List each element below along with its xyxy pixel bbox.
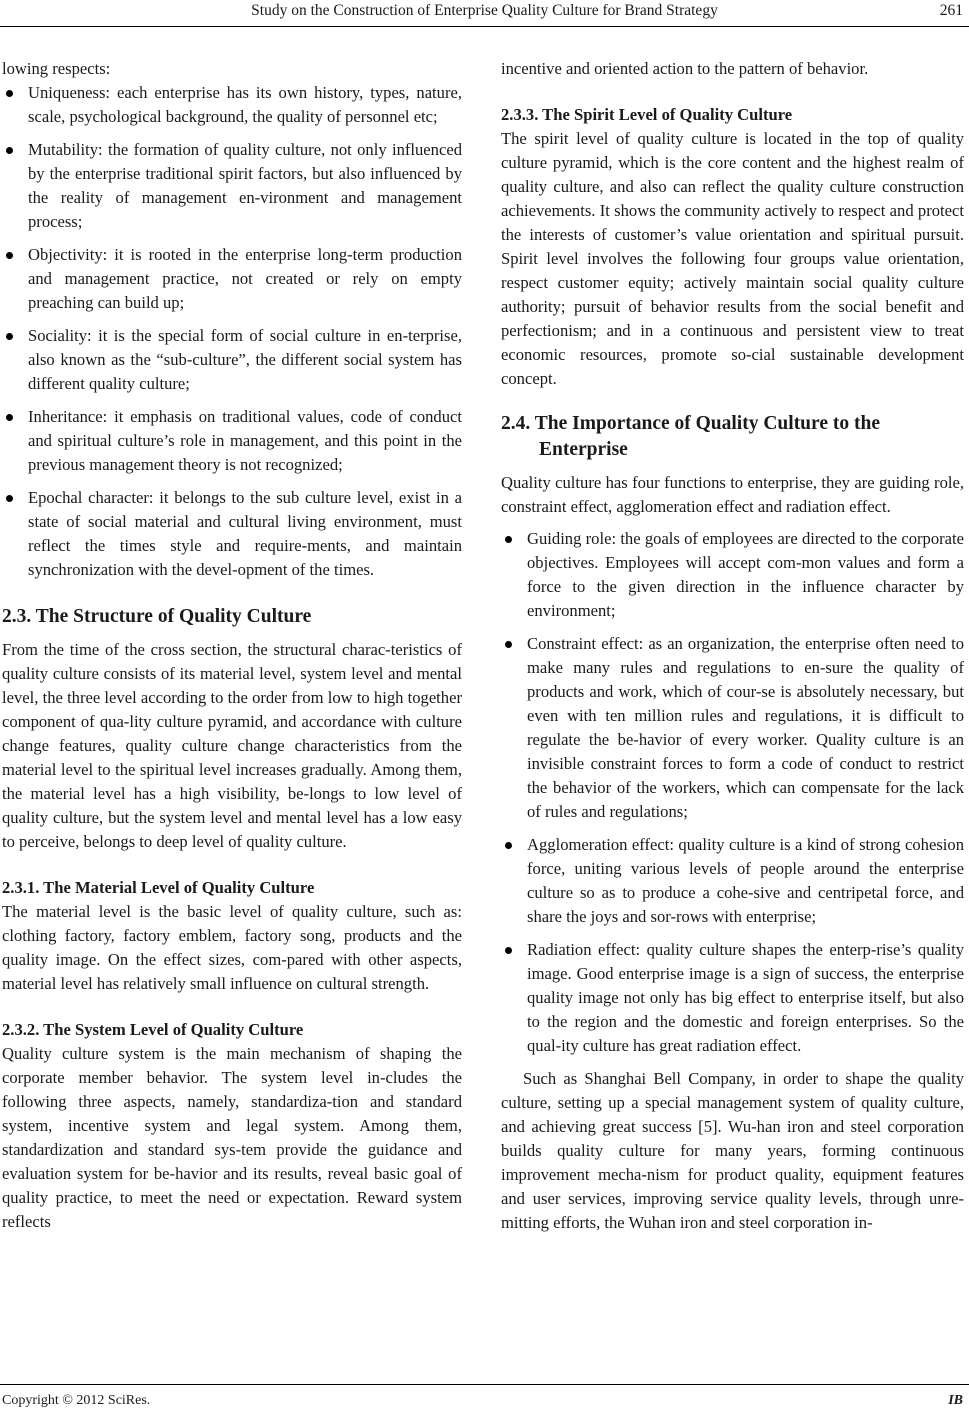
- list-item: Agglomeration effect: quality culture is a kind of strong cohesion force, uniting various levels of people around the enterprise culture so as to produce a cohe-sive and centripetal force, and share the joys and sor-rows with enterprise;: [501, 833, 964, 929]
- list-item: Epochal character: it belongs to the sub culture level, exist in a state of social material and cultural living environment, must reflect the times style and require-ments, and maintain synchronization with the devel-opment of the times.: [2, 486, 462, 582]
- list-item: Objectivity: it is rooted in the enterprise long-term production and management practice, not created or rely on empty preaching can build up;: [2, 243, 462, 315]
- paragraph: Quality culture system is the main mechanism of shaping the corporate member behavior. The system level in-cludes the following three aspects, namely, standardiza-tion and standard system, incentive system and legal system. Among them, standardization and standard sys-tem provide the guidance and evaluation system for be-havior and its results, reveal basic goal of quality practice, to meet the need or expectation. Reward system reflects: [2, 1044, 462, 1231]
- list-item: Sociality: it is the special form of social culture in en-terprise, also known as the “sub-culture”, the different social system has different quality culture;: [2, 324, 462, 396]
- list-item: Mutability: the formation of quality culture, not only influenced by the enterprise traditional spirit factors, but also influenced by the reality of management en-vironment and management process;: [2, 138, 462, 234]
- paragraph: incentive and oriented action to the pattern of behavior.: [501, 59, 869, 78]
- footer-divider: [0, 1384, 969, 1385]
- subsection-heading-2-3-2: 2.3.2. The System Level of Quality Culture: [2, 1020, 304, 1039]
- heading-line: Enterprise: [539, 439, 628, 460]
- left-column: [2, 57, 462, 1234]
- paragraph: Such as Shanghai Bell Company, in order to shape the quality culture, setting up a special management system of quality culture, and achieving great success [5]. Wu-han iron and steel corporation builds quality culture for many years, forming continuous improvement mecha-nism for product quality, equipment features and user services, improving service quality levels, through unre-mitting efforts, the Wuhan iron and steel corporation in-: [501, 1069, 964, 1232]
- journal-abbrev: IB: [948, 1393, 963, 1408]
- paragraph: The material level is the basic level of quality culture, such as: clothing factory, factory emblem, factory song, products and the quality image. On the effect sizes, com-pared with other aspects, material level has relatively small influence on cultural strength.: [2, 902, 462, 993]
- paragraph: Quality culture has four functions to enterprise, they are guiding role, constraint effect, agglomeration effect and radiation effect.: [501, 473, 964, 516]
- subsection-heading-2-3-3: 2.3.3. The Spirit Level of Quality Culture: [501, 105, 793, 124]
- intro-text: lowing respects:: [2, 59, 111, 78]
- section-heading-2-4: [501, 411, 964, 463]
- list-item: Inheritance: it emphasis on traditional values, code of conduct and spiritual culture’s role in management, and this point in the previous management theory is not recognized;: [2, 405, 462, 477]
- page-number: 261: [939, 2, 963, 19]
- function-list: [501, 527, 964, 1058]
- paragraph: The spirit level of quality culture is located in the top of quality culture pyramid, which is the core content and the highest realm of quality culture, and also can reflect the quality culture construction achievements. It shows the community actively to respect and protect the interests of customer’s value orientation and spiritual pursuit. Spirit level involves the following four groups value orientation, respect customer equity; actively maintain social quality culture authority; pursuit of behavior results from the social benefit and perfectionism; and in a continuous and persistent view to treat economic resources, promote so-cial sustainable development concept.: [501, 129, 964, 388]
- paragraph: From the time of the cross section, the structural charac-teristics of quality culture consists of its material level, system level and mental level, the three level according to the order from low to high together component of qua-lity culture pyramid, and accordance with culture change features, quality culture change characteristics from the material level to the spiritual level increases gradually. Among them, the material level has a high visibility, be-longs to low level of quality culture, but the system level and mental level has a low easy to perceive, belongs to deep level of quality culture.: [2, 640, 462, 851]
- copyright-notice: Copyright © 2012 SciRes.: [2, 1393, 151, 1408]
- running-header: [0, 0, 969, 27]
- subsection-heading-2-3-1: 2.3.1. The Material Level of Quality Culture: [2, 878, 315, 897]
- feature-list: [2, 81, 462, 582]
- list-item: Guiding role: the goals of employees are directed to the corporate objectives. Employees will accept com-mon values and form a force to the given direction in the influence character by environment;: [501, 527, 964, 623]
- heading-line: 2.4. The Importance of Quality Culture to the: [501, 413, 880, 434]
- list-item: Uniqueness: each enterprise has its own history, types, nature, scale, psychological background, the quality of personnel etc;: [2, 81, 462, 129]
- section-heading-2-3: 2.3. The Structure of Quality Culture: [2, 606, 312, 627]
- right-column: [501, 57, 964, 1235]
- running-title: Study on the Construction of Enterprise Quality Culture for Brand Strategy: [251, 2, 718, 19]
- list-item: Constraint effect: as an organization, the enterprise often need to make many rules and regulations to en-sure the quality of products and work, which of cour-se is absolutely necessary, but even with ten million rules and regulations, it is difficult to regulate the be-havior of every worker. Quality culture is an invisible constraint forces to form a code of conduct to restrict the behavior of the workers, which can compensate for the lack of rules and regulations;: [501, 632, 964, 824]
- list-item: Radiation effect: quality culture shapes the enterp-rise’s quality image. Good enterprise image is a sign of success, the enterprise quality image not only has big effect to enterprise itself, but also to the region and the domestic and foreign enterprises. So the qual-ity culture has great radiation effect.: [501, 938, 964, 1058]
